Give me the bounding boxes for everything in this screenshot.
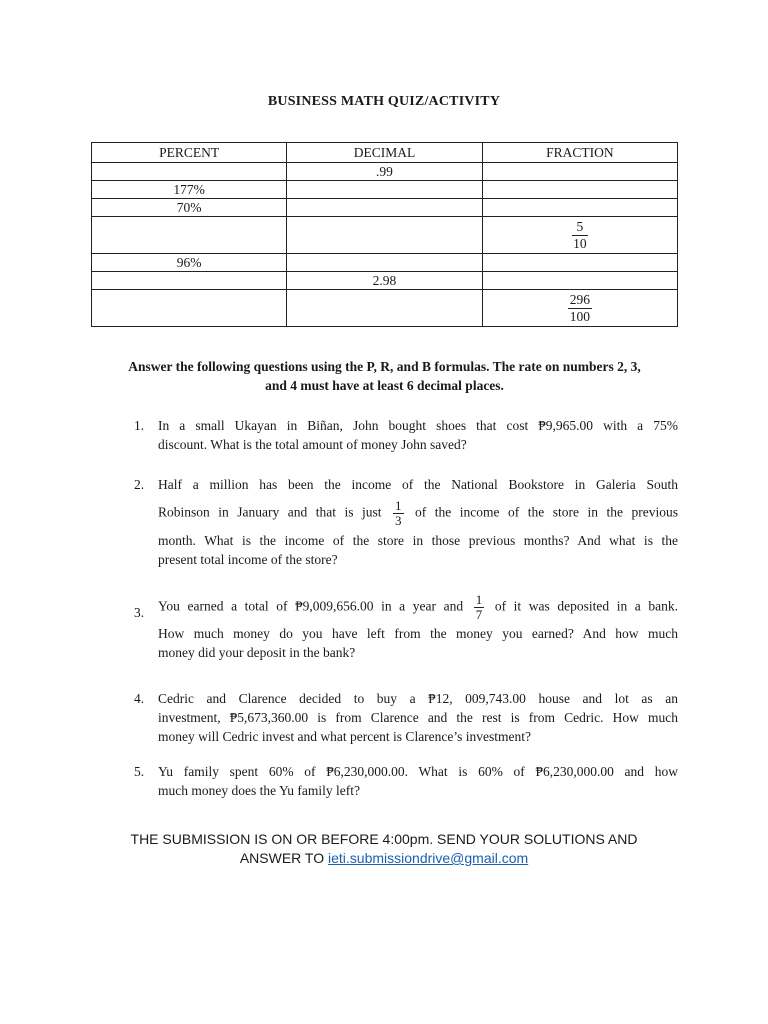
cell-percent: 70% (92, 199, 287, 217)
fraction-numerator: 1 (475, 592, 483, 607)
cell-decimal: 2.98 (287, 272, 482, 290)
question-2 (134, 475, 678, 569)
table-row (92, 181, 678, 199)
question-number: 3. (134, 605, 145, 620)
question-line: investment, ₱5,673,360.00 is from Clarence and the rest is from Cedric. How much (158, 710, 678, 725)
question-4 (134, 689, 678, 746)
table-row (92, 290, 678, 327)
submission-notice (0, 830, 768, 868)
inline-fraction (474, 593, 485, 622)
cell-percent (92, 272, 287, 290)
submission-line-2 (0, 849, 768, 868)
table-header-row (92, 143, 678, 163)
question-text (158, 762, 678, 800)
conversion-table (91, 142, 678, 327)
cell-fraction (482, 163, 677, 181)
cell-fraction (482, 181, 677, 199)
cell-fraction (482, 254, 677, 272)
table-row (92, 254, 678, 272)
question-line: discount. What is the total amount of money John saved? (158, 437, 467, 452)
header-decimal: DECIMAL (287, 143, 482, 163)
instructions-line-1: Answer the following questions using the P, R, and B formulas. The rate on numbers 2, 3, (128, 359, 641, 374)
cell-fraction (482, 290, 677, 327)
question-text-part: of it was deposited in a bank. (494, 598, 679, 614)
question-line: Yu family spent 60% of ₱6,230,000.00. What is 60% of ₱6,230,000.00 and how (158, 764, 678, 779)
fraction-numerator: 296 (569, 291, 590, 307)
question-line: money will Cedric invest and what percent is Clarence’s investment? (158, 729, 532, 744)
question-line (158, 593, 678, 622)
cell-percent: 96% (92, 254, 287, 272)
cell-percent (92, 290, 287, 327)
header-percent: PERCENT (92, 143, 287, 163)
question-text (158, 475, 678, 569)
cell-fraction (482, 199, 677, 217)
question-text-part: of the income of the store in the previous (415, 504, 679, 520)
table-row (92, 217, 678, 254)
fraction-numerator: 1 (395, 498, 402, 513)
question-number: 4. (134, 691, 145, 706)
table-row (92, 163, 678, 181)
question-line: Cedric and Clarence decided to buy a ₱12, 009,743.00 house and lot as an (158, 691, 678, 706)
question-line (158, 499, 678, 528)
cell-decimal (287, 217, 482, 254)
fraction-denominator: 100 (569, 308, 590, 324)
cell-decimal: .99 (287, 163, 482, 181)
fraction-numerator: 5 (572, 219, 588, 236)
question-text-part: Robinson in January and that is just (158, 504, 382, 520)
question-number: 1. (134, 418, 145, 433)
fraction (571, 219, 589, 252)
question-text (158, 593, 678, 662)
question-line: money did your deposit in the bank? (158, 645, 356, 660)
question-number: 2. (134, 477, 145, 492)
question-text (158, 689, 678, 746)
header-fraction: FRACTION (482, 143, 677, 163)
question-text-part: You earned a total of ₱9,009,656.00 in a year and (158, 598, 464, 614)
question-5 (134, 762, 678, 800)
question-line: How much money do you have left from the money you earned? And how much (158, 626, 678, 641)
fraction (568, 292, 592, 325)
question-line: Half a million has been the income of the National Bookstore in Galeria South (158, 477, 678, 492)
question-line: present total income of the store? (158, 552, 338, 567)
email-link[interactable]: ieti.submissiondrive@gmail.com (328, 850, 529, 866)
table-row (92, 272, 678, 290)
cell-fraction (482, 217, 677, 254)
fraction-denominator: 7 (475, 607, 483, 622)
cell-decimal (287, 290, 482, 327)
question-line: month. What is the income of the store in those previous months? And what is the (158, 533, 678, 548)
question-number: 5. (134, 764, 145, 779)
instructions-line-2: and 4 must have at least 6 decimal places. (265, 378, 504, 393)
question-text (158, 416, 678, 454)
question-line: In a small Ukayan in Biñan, John bought shoes that cost ₱9,965.00 with a 75% (158, 418, 678, 433)
page-title: BUSINESS MATH QUIZ/ACTIVITY (267, 94, 501, 109)
table-row (92, 199, 678, 217)
fraction-denominator: 3 (395, 513, 402, 528)
submission-line-1: THE SUBMISSION IS ON OR BEFORE 4:00pm. SEND YOUR SOLUTIONS AND (130, 831, 638, 847)
cell-percent: 177% (92, 181, 287, 199)
cell-decimal (287, 199, 482, 217)
cell-percent (92, 217, 287, 254)
question-1 (134, 416, 678, 454)
fraction-denominator: 10 (573, 235, 587, 251)
cell-decimal (287, 254, 482, 272)
instructions (91, 357, 678, 395)
cell-fraction (482, 272, 677, 290)
question-3 (134, 593, 678, 662)
cell-decimal (287, 181, 482, 199)
question-line: much money does the Yu family left? (158, 783, 360, 798)
submission-prefix: ANSWER TO (239, 850, 328, 866)
inline-fraction (393, 499, 404, 528)
cell-percent (92, 163, 287, 181)
